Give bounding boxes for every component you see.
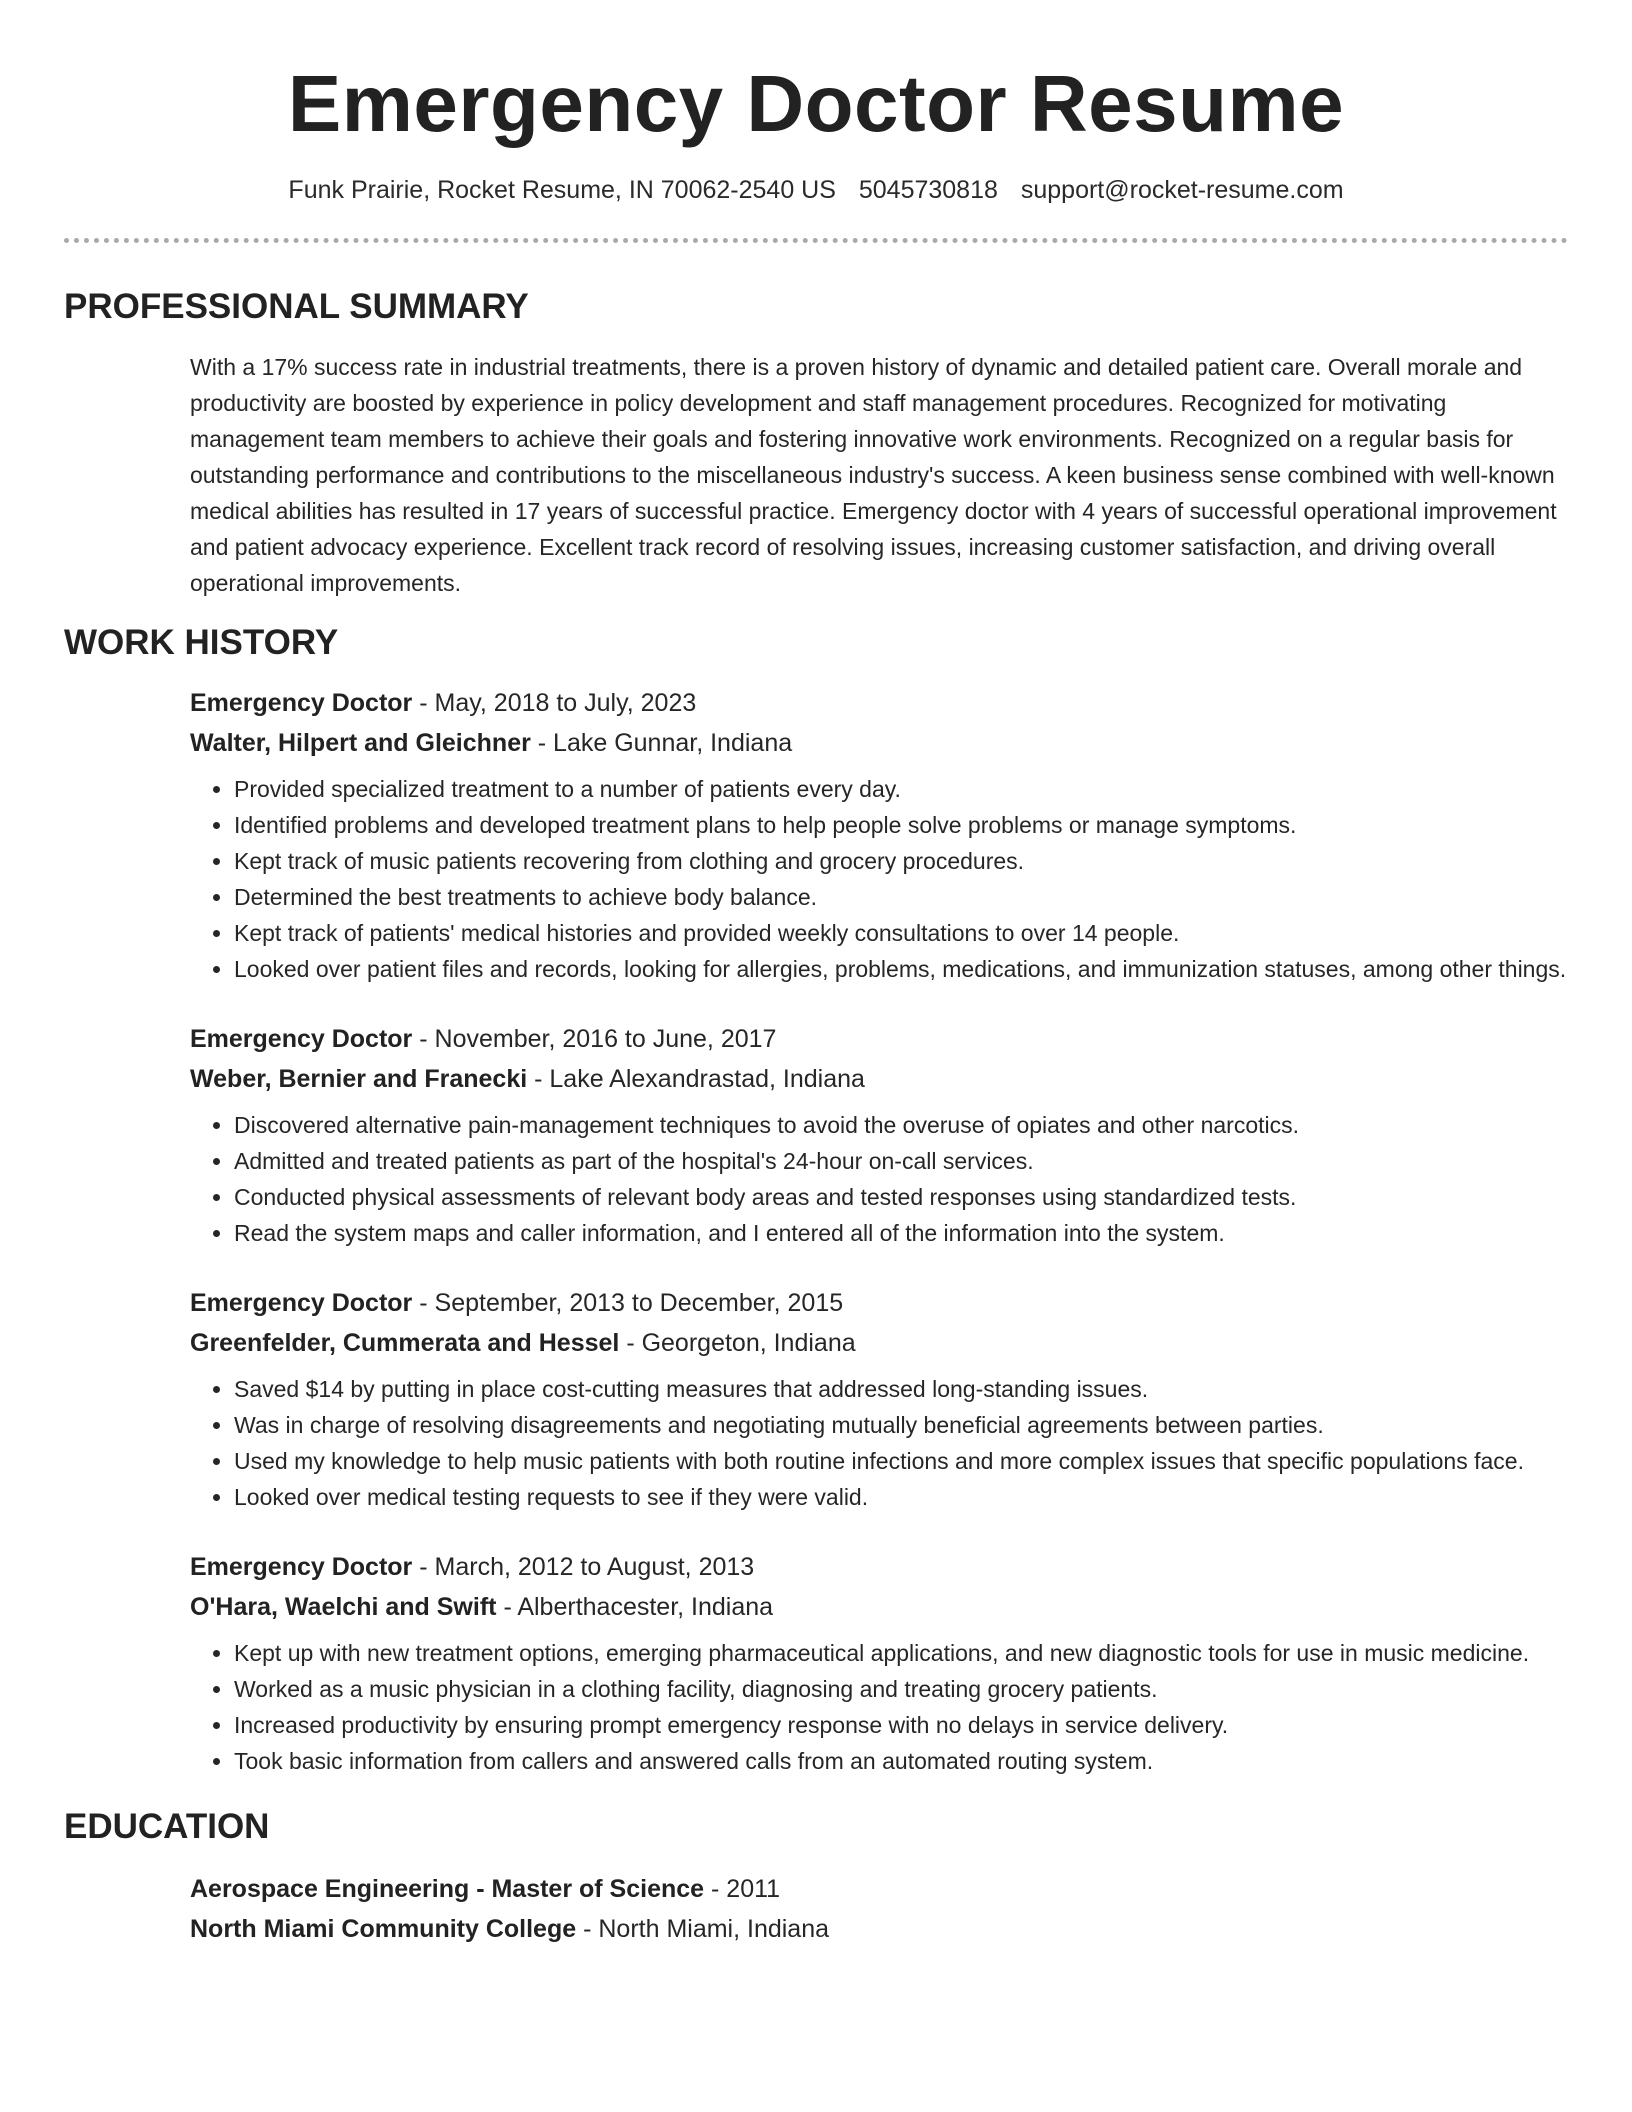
job-company: Greenfelder, Cummerata and Hessel: [190, 1329, 620, 1357]
job-location: - Lake Gunnar, Indiana: [537, 729, 793, 757]
job-title-line: [190, 1549, 1568, 1585]
duty-item: • Worked as a music physician in a clothing facility, diagnosing and treating grocery patients.: [234, 1671, 1568, 1707]
summary-text: With a 17% success rate in industrial treatments, there is a proven history of dynamic and detailed patient care. Overall morale and productivity are boosted by experience in policy development and staff management procedures. Recognized for motivating management team members to achieve their goals and fostering innovative work environments. Recognized on a regular basis for outstanding performance and contributions to the miscellaneous industry's success. A keen business sense combined with well-known medical abilities has resulted in 17 years of successful practice. Emergency doctor with 4 years of successful operational improvement and patient advocacy experience. Excellent track record of resolving issues, increasing customer satisfaction, and driving overall operational improvements.: [190, 354, 1557, 596]
education-school-line: [190, 1911, 1568, 1947]
job-dates: - May, 2018 to July, 2023: [419, 689, 697, 717]
contact-info: [64, 174, 1568, 206]
contact-phone: 5045730818: [858, 176, 998, 204]
job-dates: - March, 2012 to August, 2013: [419, 1553, 755, 1581]
job-title-line: [190, 1285, 1568, 1321]
duty-item: • Used my knowledge to help music patients with both routine infections and more complex issues that specific populations face.: [234, 1443, 1568, 1479]
contact-address: Funk Prairie, Rocket Resume, IN 70062-2540 US: [288, 176, 836, 204]
duty-item: • Kept track of patients' medical histories and provided weekly consultations to over 14 people.: [234, 915, 1568, 951]
job-dates: - November, 2016 to June, 2017: [419, 1025, 777, 1053]
duty-item: • Looked over medical testing requests to see if they were valid.: [234, 1479, 1568, 1515]
job-title: Emergency Doctor: [190, 689, 413, 717]
contact-email: support@rocket-resume.com: [1020, 176, 1344, 204]
education-year: - 2011: [711, 1875, 781, 1903]
duty-item: • Identified problems and developed treatment plans to help people solve problems or manage symptoms.: [234, 807, 1568, 843]
job-title: Emergency Doctor: [190, 1553, 413, 1581]
job-company: O'Hara, Waelchi and Swift: [190, 1593, 497, 1621]
job-title-line: [190, 685, 1568, 721]
duty-item: • Determined the best treatments to achieve body balance.: [234, 879, 1568, 915]
job-dates: - September, 2013 to December, 2015: [419, 1289, 844, 1317]
resume-page: [64, 0, 1568, 1951]
education-school: North Miami Community College: [190, 1915, 577, 1943]
duty-item: • Discovered alternative pain-management techniques to avoid the overuse of opiates and other narcotics.: [234, 1107, 1568, 1143]
job-company: Weber, Bernier and Franecki: [190, 1065, 528, 1093]
job-company: Walter, Hilpert and Gleichner: [190, 729, 531, 757]
education-heading: EDUCATION: [64, 1807, 270, 1846]
summary-heading: PROFESSIONAL SUMMARY: [64, 287, 529, 326]
job-company-line: [190, 725, 1568, 761]
job-duties: [190, 771, 1568, 987]
duty-item: • Provided specialized treatment to a number of patients every day.: [234, 771, 1568, 807]
job-entry: [190, 1285, 1568, 1515]
job-company-line: [190, 1589, 1568, 1625]
header-divider: [64, 238, 1568, 243]
job-duties: [190, 1371, 1568, 1515]
education-degree: Aerospace Engineering - Master of Science: [190, 1875, 705, 1903]
duty-item: • Looked over patient files and records, looking for allergies, problems, medications, and immunization statuses, among other things.: [234, 951, 1568, 987]
education-entry: [190, 1871, 1568, 1947]
duty-item: • Saved $14 by putting in place cost-cutting measures that addressed long-standing issues.: [234, 1371, 1568, 1407]
page-title: Emergency Doctor Resume: [287, 59, 1345, 148]
job-title-line: [190, 1021, 1568, 1057]
job-location: - Alberthacester, Indiana: [503, 1593, 774, 1621]
duty-item: • Increased productivity by ensuring prompt emergency response with no delays in service delivery.: [234, 1707, 1568, 1743]
duty-item: • Read the system maps and caller information, and I entered all of the information into the system.: [234, 1215, 1568, 1251]
education-location: - North Miami, Indiana: [583, 1915, 830, 1943]
job-location: - Georgeton, Indiana: [626, 1329, 856, 1357]
duty-item: • Kept track of music patients recovering from clothing and grocery procedures.: [234, 843, 1568, 879]
job-company-line: [190, 1325, 1568, 1361]
duty-item: • Kept up with new treatment options, emerging pharmaceutical applications, and new diagnostic tools for use in music medicine.: [234, 1635, 1568, 1671]
duty-item: • Admitted and treated patients as part of the hospital's 24-hour on-call services.: [234, 1143, 1568, 1179]
duty-item: • Conducted physical assessments of relevant body areas and tested responses using standardized tests.: [234, 1179, 1568, 1215]
job-entry: [190, 1549, 1568, 1779]
job-title: Emergency Doctor: [190, 1025, 413, 1053]
job-duties: [190, 1635, 1568, 1779]
job-title: Emergency Doctor: [190, 1289, 413, 1317]
duty-item: • Was in charge of resolving disagreements and negotiating mutually beneficial agreements between parties.: [234, 1407, 1568, 1443]
work-history-heading: WORK HISTORY: [64, 623, 339, 662]
work-history-list: [190, 685, 1568, 1779]
job-location: - Lake Alexandrastad, Indiana: [534, 1065, 865, 1093]
job-entry: [190, 1021, 1568, 1251]
job-duties: [190, 1107, 1568, 1251]
duty-item: • Took basic information from callers and answered calls from an automated routing system.: [234, 1743, 1568, 1779]
job-company-line: [190, 1061, 1568, 1097]
education-degree-line: [190, 1871, 1568, 1907]
job-entry: [190, 685, 1568, 987]
